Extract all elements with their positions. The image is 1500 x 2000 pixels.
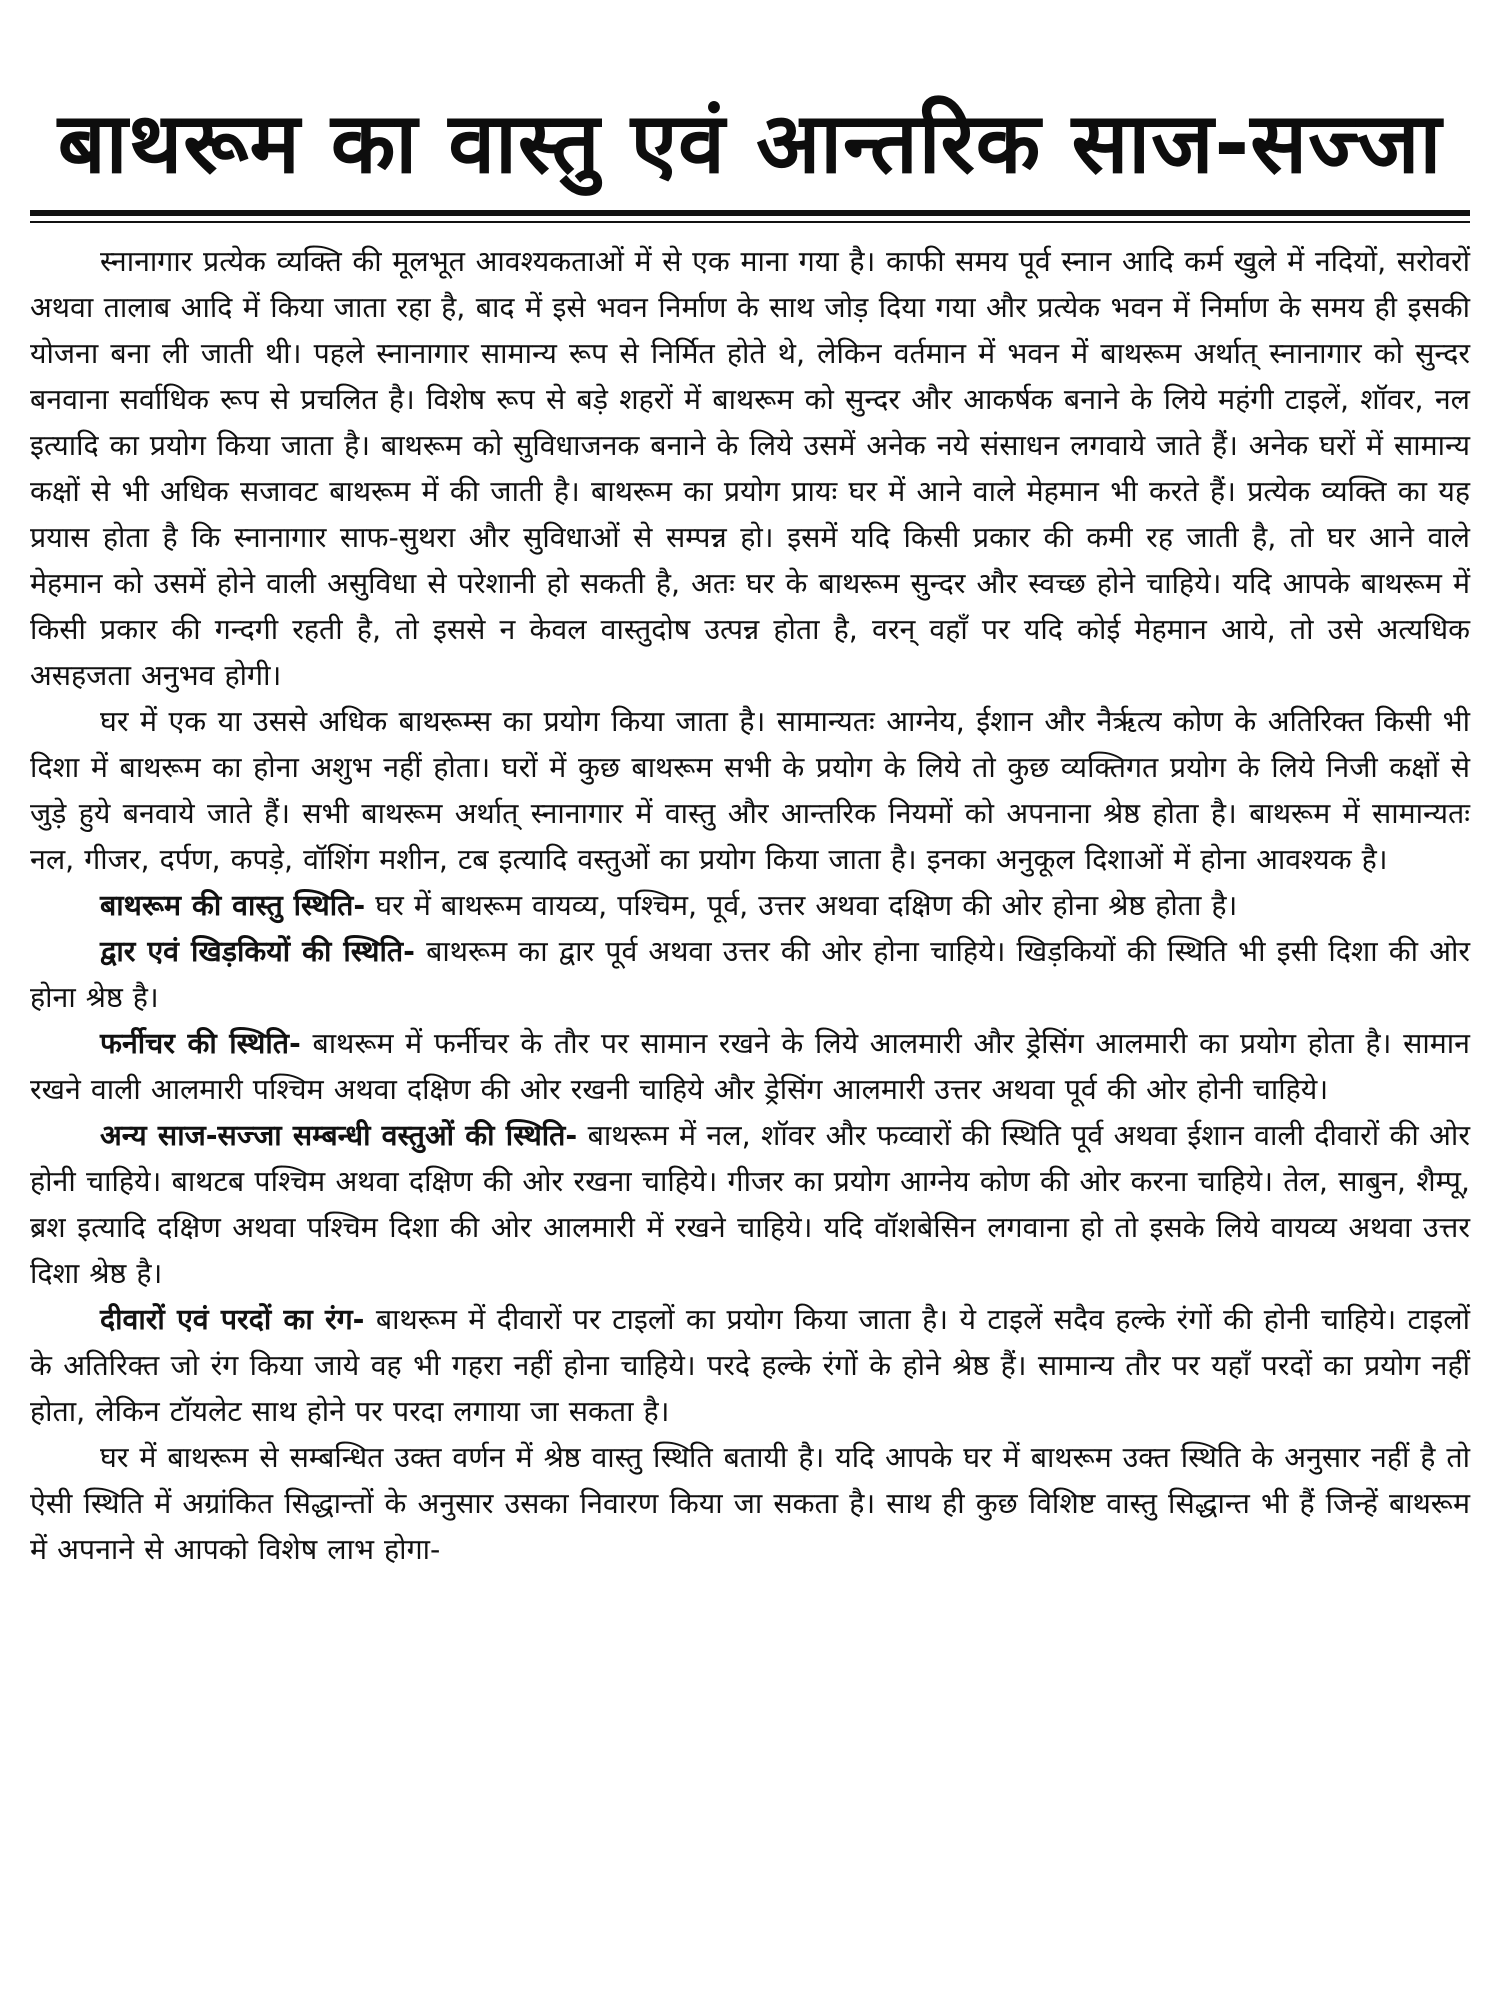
- section-text: बाथरूम का द्वार पूर्व अथवा उत्तर की ओर होना चाहिये। खिड़कियों की स्थिति भी इसी दिशा की ओर होना श्रेष्ठ है।: [30, 935, 1471, 1014]
- page-title: बाथरूम का वास्तु एवं आन्तरिक साज-सज्जा: [57, 94, 1443, 192]
- document-page: [30, 0, 1470, 2000]
- section-walls-curtains: [30, 1297, 1470, 1435]
- section-text: बाथरूम में दीवारों पर टाइलों का प्रयोग किया जाता है। ये टाइलें सदैव हल्के रंगों की होनी चाहिये। टाइलों के अतिरिक्त जो रंग किया जाये वह भी गहरा नहीं होना चाहिये। परदे हल्के रंगों के होने श्रेष्ठ हैं। सामान्य तौर पर यहाँ परदों का प्रयोग नहीं होता, लेकिन टॉयलेट साथ होने पर परदा लगाया जा सकता है।: [30, 1303, 1470, 1428]
- section-heading: अन्य साज-सज्जा सम्बन्धी वस्तुओं की स्थिति-: [100, 1119, 578, 1152]
- divider-thin-line: [30, 221, 1470, 223]
- section-other-fixtures: [30, 1113, 1470, 1297]
- section-doors-windows: [30, 929, 1470, 1021]
- section-text: घर में बाथरूम वायव्य, पश्चिम, पूर्व, उत्तर अथवा दक्षिण की ओर होना श्रेष्ठ होता है।: [365, 889, 1238, 922]
- intro-paragraph-2: घर में एक या उससे अधिक बाथरूम्स का प्रयोग किया जाता है। सामान्यतः आग्नेय, ईशान और नैर्ऋत्य कोण के अतिरिक्त किसी भी दिशा में बाथरूम का होना अशुभ नहीं होता। घरों में कुछ बाथरूम सभी के प्रयोग के लिये तो कुछ व्यक्तिगत प्रयोग के लिये निजी कक्षों से जुड़े हुये बनवाये जाते हैं। सभी बाथरूम अर्थात् स्नानागार में वास्तु और आन्तरिक नियमों को अपनाना श्रेष्ठ होता है। बाथरूम में सामान्यतः नल, गीजर, दर्पण, कपड़े, वॉशिंग मशीन, टब इत्यादि वस्तुओं का प्रयोग किया जाता है। इनका अनुकूल दिशाओं में होना आवश्यक है।: [30, 705, 1470, 876]
- section-heading: फर्नीचर की स्थिति-: [100, 1027, 301, 1060]
- article-body: [30, 239, 1470, 1573]
- section-heading: द्वार एवं खिड़कियों की स्थिति-: [100, 935, 415, 968]
- section-text: बाथरूम में नल, शॉवर और फव्वारों की स्थिति पूर्व अथवा ईशान वाली दीवारों की ओर होनी चाहिये। बाथटब पश्चिम अथवा दक्षिण की ओर रखना चाहिये। गीजर का प्रयोग आग्नेय कोण की ओर करना चाहिये। तेल, साबुन, शैम्पू, ब्रश इत्यादि दक्षिण अथवा पश्चिम दिशा की ओर आलमारी में रखने चाहिये। यदि वॉशबेसिन लगवाना हो तो इसके लिये वायव्य अथवा उत्तर दिशा श्रेष्ठ है।: [30, 1119, 1470, 1290]
- section-heading: बाथरूम की वास्तु स्थिति-: [100, 889, 366, 922]
- section-heading: दीवारों एवं परदों का रंग-: [100, 1303, 365, 1336]
- section-text: बाथरूम में फर्नीचर के तौर पर सामान रखने के लिये आलमारी और ड्रेसिंग आलमारी का प्रयोग होता है। सामान रखने वाली आलमारी पश्चिम अथवा दक्षिण की ओर रखनी चाहिये और ड्रेसिंग आलमारी उत्तर अथवा पूर्व की ओर होनी चाहिये।: [30, 1027, 1470, 1106]
- closing-paragraph: घर में बाथरूम से सम्बन्धित उक्त वर्णन में श्रेष्ठ वास्तु स्थिति बतायी है। यदि आपके घर में बाथरूम उक्त स्थिति के अनुसार नहीं है तो ऐसी स्थिति में अग्रांकित सिद्धान्तों के अनुसार उसका निवारण किया जा सकता है। साथ ही कुछ विशिष्ट वास्तु सिद्धान्त भी हैं जिन्हें बाथरूम में अपनाने से आपको विशेष लाभ होगा-: [30, 1441, 1470, 1566]
- section-bathroom-position: [30, 883, 1470, 929]
- intro-paragraph-1: स्नानागार प्रत्येक व्यक्ति की मूलभूत आवश्यकताओं में से एक माना गया है। काफी समय पूर्व स्नान आदि कर्म खुले में नदियों, सरोवरों अथवा तालाब आदि में किया जाता रहा है, बाद में इसे भवन निर्माण के साथ जोड़ दिया गया और प्रत्येक भवन में निर्माण के समय ही इसकी योजना बना ली जाती थी। पहले स्नानागार सामान्य रूप से निर्मित होते थे, लेकिन वर्तमान में भवन में बाथरूम अर्थात् स्नानागार को सुन्दर बनवाना सर्वाधिक रूप से प्रचलित है। विशेष रूप से बड़े शहरों में बाथरूम को सुन्दर और आकर्षक बनाने के लिये महंगी टाइलें, शॉवर, नल इत्यादि का प्रयोग किया जाता है। बाथरूम को सुविधाजनक बनाने के लिये उसमें अनेक नये संसाधन लगवाये जाते हैं। अनेक घरों में सामान्य कक्षों से भी अधिक सजावट बाथरूम में की जाती है। बाथरूम का प्रयोग प्रायः घर में आने वाले मेहमान भी करते हैं। प्रत्येक व्यक्ति का यह प्रयास होता है कि स्नानागार साफ-सुथरा और सुविधाओं से सम्पन्न हो। इसमें यदि किसी प्रकार की कमी रह जाती है, तो घर आने वाले मेहमान को उसमें होने वाली असुविधा से परेशानी हो सकती है, अतः घर के बाथरूम सुन्दर और स्वच्छ होने चाहिये। यदि आपके बाथरूम में किसी प्रकार की गन्दगी रहती है, तो इससे न केवल वास्तुदोष उत्पन्न होता है, वरन् वहाँ पर यदि कोई मेहमान आये, तो उसे अत्यधिक असहजता अनुभव होगी।: [30, 245, 1470, 692]
- section-furniture: [30, 1021, 1470, 1113]
- title-divider: [30, 210, 1470, 223]
